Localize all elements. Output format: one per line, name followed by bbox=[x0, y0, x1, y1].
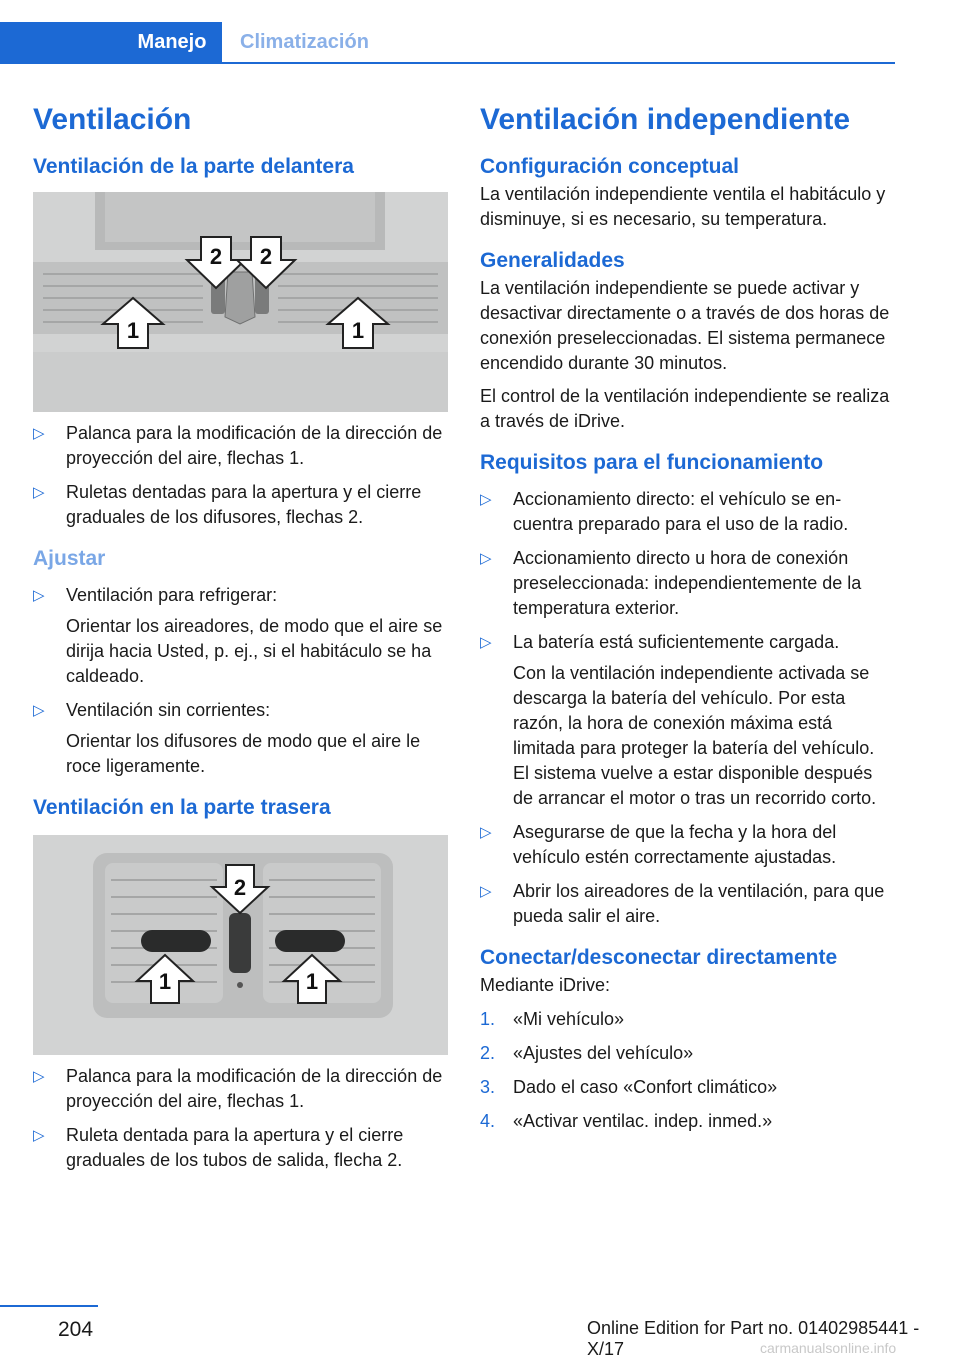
list-item: ▷ Ventilación para refrigerar: Orientar los aireadores, de modo que el aire se dirija hacia Usted, p. ej., si el habitáculo se ha caldeado. bbox=[33, 585, 443, 686]
list-item: ▷ Ruletas dentadas para la apertura y el cierre graduales de los difusores, flechas 2. bbox=[33, 482, 422, 527]
triangle-bullet-icon: ▷ bbox=[33, 425, 45, 442]
front-vents-image bbox=[33, 192, 448, 412]
section-title-independent-ventilation: Ventilación independiente bbox=[480, 103, 851, 136]
list-item: ▷ Abrir los aireadores de la ventilación, para que pueda salir el aire. bbox=[480, 881, 885, 926]
heading-concept: Configuración conceptual bbox=[480, 155, 740, 178]
triangle-bullet-icon: ▷ bbox=[480, 634, 492, 651]
heading-adjust: Ajustar bbox=[33, 547, 106, 570]
rear-label-1a: 1 bbox=[158, 969, 172, 994]
heading-general: Generalidades bbox=[480, 249, 625, 272]
list-item: ▷ Asegurarse de que la fecha y la hora del vehículo estén correctamente ajustadas. bbox=[480, 822, 837, 867]
heading-rear-ventilation: Ventilación en la parte trasera bbox=[33, 796, 331, 819]
steps-list bbox=[480, 1007, 895, 1134]
list-item: ▷ Palanca para la modificación de la dirección de proyección del aire, flechas 1. bbox=[33, 1066, 443, 1111]
triangle-bullet-icon: ▷ bbox=[33, 1068, 45, 1085]
heading-direct-connect: Conectar/desconectar directamente bbox=[480, 946, 838, 969]
triangle-bullet-icon: ▷ bbox=[33, 587, 45, 604]
edition-text: Online Edition for Part no. 01402985441 - X/17 bbox=[587, 1318, 920, 1359]
triangle-bullet-icon: ▷ bbox=[33, 1127, 45, 1144]
triangle-bullet-icon: ▷ bbox=[480, 883, 492, 900]
list-item: ▷ Ruleta dentada para la apertura y el cierre graduales de los tubos de salida, flecha 2. bbox=[33, 1125, 404, 1170]
direct-text: Mediante iDrive: bbox=[480, 975, 611, 995]
left-column bbox=[33, 100, 448, 1173]
front-label-2b: 2 bbox=[259, 244, 273, 269]
right-column bbox=[480, 100, 895, 1134]
front-label-1a: 1 bbox=[126, 318, 140, 343]
rear-vents-illustration bbox=[33, 835, 448, 1055]
list-item: ▷ Accionamiento directo u hora de conexión preseleccionada: independientemente de la temperatura exterior. bbox=[480, 548, 862, 618]
footer-divider bbox=[0, 1305, 98, 1307]
tab-manejo[interactable]: Manejo bbox=[122, 22, 222, 62]
front-vents-illustration bbox=[33, 192, 448, 412]
requirements-list bbox=[480, 487, 895, 929]
rear-items-list bbox=[33, 1064, 448, 1173]
front-items-list bbox=[33, 421, 448, 530]
list-item: ▷ Ventilación sin corrientes: Orientar los difusores de modo que el aire le roce ligeramente. bbox=[33, 700, 421, 776]
general-text-2: El control de la ventilación independiente se realiza a través de iDrive. bbox=[480, 386, 890, 431]
rear-vents-image bbox=[33, 835, 448, 1055]
watermark-text: carmanualsonline.info bbox=[760, 1340, 897, 1356]
triangle-bullet-icon: ▷ bbox=[33, 484, 45, 501]
heading-front-ventilation: Ventilación de la parte delantera bbox=[33, 155, 354, 178]
adjust-items-list bbox=[33, 583, 448, 779]
tab-climatizacion[interactable]: Climatización bbox=[240, 31, 369, 53]
tab-spacer bbox=[0, 22, 122, 62]
triangle-bullet-icon: ▷ bbox=[480, 550, 492, 567]
chapter-tabbar bbox=[0, 22, 895, 64]
front-label-2a: 2 bbox=[209, 244, 223, 269]
heading-requirements: Requisitos para el funcionamiento bbox=[480, 451, 824, 474]
general-text-1: La ventilación independiente se puede activar y desactivar directamente o a través de dos horas de conexión preseleccionadas. El sistema permanece encendido durante 30 minutos. bbox=[480, 278, 890, 373]
list-item: 2. «Ajustes del vehículo» bbox=[480, 1043, 694, 1063]
rear-label-2: 2 bbox=[233, 875, 247, 900]
list-item: ▷ Accionamiento directo: el vehículo se encuentra preparado para el uso de la radio. bbox=[480, 489, 849, 534]
rear-label-1b: 1 bbox=[305, 969, 319, 994]
triangle-bullet-icon: ▷ bbox=[480, 824, 492, 841]
list-item: 1. «Mi vehículo» bbox=[480, 1009, 625, 1029]
list-item: ▷ Palanca para la modificación de la dirección de proyección del aire, flechas 1. bbox=[33, 423, 443, 468]
front-label-1b: 1 bbox=[351, 318, 365, 343]
page-number: 204 bbox=[58, 1318, 94, 1341]
list-item: 3. Dado el caso «Confort climático» bbox=[480, 1077, 778, 1097]
section-title-ventilacion: Ventilación bbox=[33, 103, 192, 136]
triangle-bullet-icon: ▷ bbox=[480, 491, 492, 508]
list-item: ▷ La batería está suficientemente cargada. Con la ventilación independiente activada se descarga la batería del vehículo. Por esta razón, la hora de conexión máxima está limitada para proteger la batería del vehículo. El sistema vuelve a estar disponible después de arrancar el motor o tras un recorrido corto. bbox=[480, 632, 877, 808]
concept-text: La ventilación independiente ventila el habitáculo y disminuye, si es necesario, su temperatura. bbox=[480, 184, 886, 229]
list-item: 4. «Activar ventilac. indep. inmed.» bbox=[480, 1111, 773, 1131]
triangle-bullet-icon: ▷ bbox=[33, 702, 45, 719]
